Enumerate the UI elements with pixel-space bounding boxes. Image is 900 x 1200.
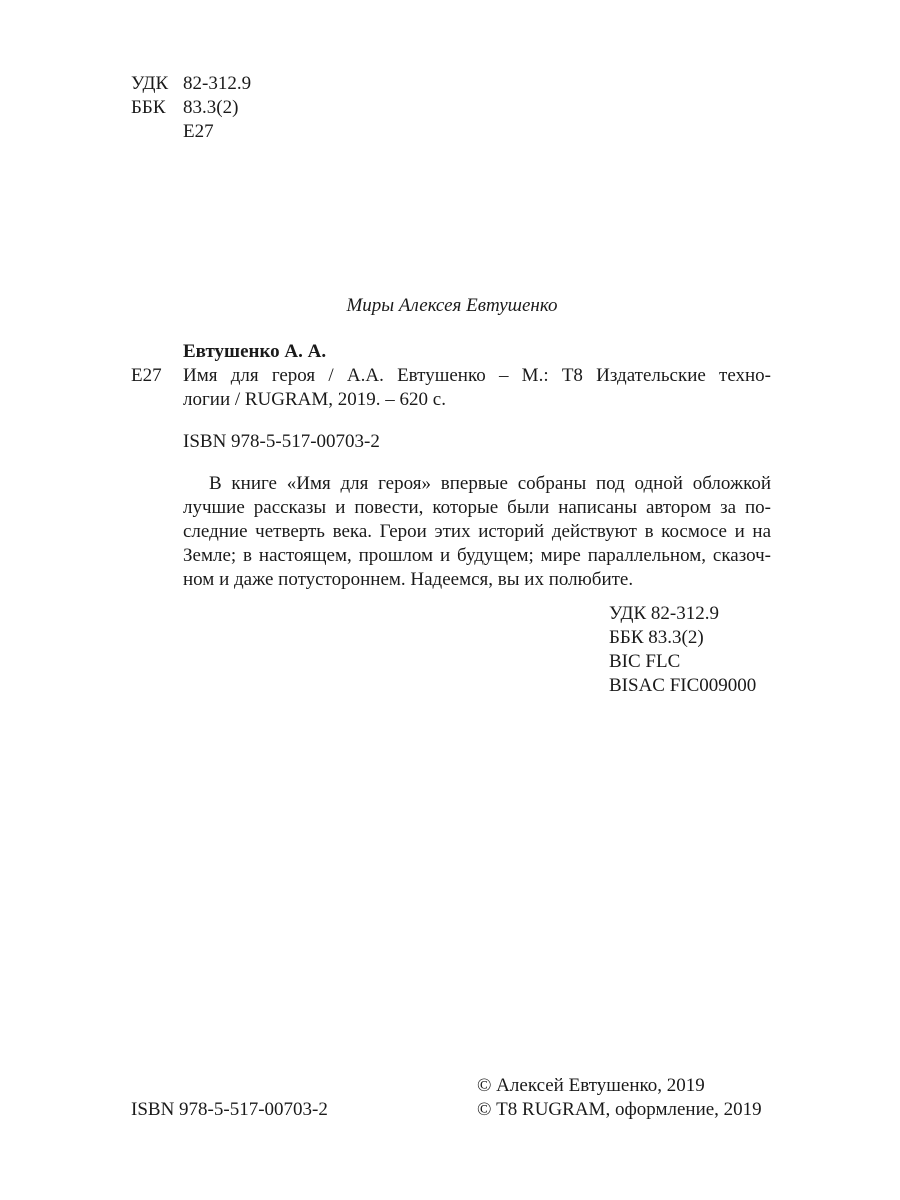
code-udk: УДК 82-312.9 <box>609 603 719 624</box>
annotation <box>183 472 771 592</box>
annotation-line: Земле; в настоящем, прошлом и будущем; мире параллельном, сказоч- <box>183 545 771 566</box>
author-mark-top: Е27 <box>183 121 214 142</box>
udk-label: УДК <box>131 73 169 94</box>
code-bbk: ББК 83.3(2) <box>609 627 704 648</box>
isbn-main: ISBN 978-5-517-00703-2 <box>183 431 380 452</box>
copyright-block <box>477 1074 762 1122</box>
code-bic: BIC FLC <box>609 651 681 672</box>
classification-block <box>131 72 251 144</box>
series-title <box>0 294 900 318</box>
annotation-line: следние четверть века. Герои этих историй действуют в космосе и на <box>183 521 771 542</box>
annotation-line: лучшие рассказы и повести, которые были написаны автором за по- <box>183 497 771 518</box>
codes-block <box>609 602 756 698</box>
author-mark: Е27 <box>131 365 162 386</box>
isbn-footer: ISBN 978-5-517-00703-2 <box>131 1099 328 1120</box>
bbk-label: ББК <box>131 97 166 118</box>
bib-line-1: Имя для героя / А.А. Евтушенко – М.: Т8 Издательские техно- <box>183 365 771 386</box>
author-name: Евтушенко А. А. <box>183 341 327 362</box>
udk-value: 82-312.9 <box>183 73 252 94</box>
copyright-author: © Алексей Евтушенко, 2019 <box>477 1075 705 1096</box>
code-bisac: BISAC FIC009000 <box>609 675 757 696</box>
bibliographic-entry <box>183 340 771 412</box>
bbk-value: 83.3(2) <box>183 97 239 118</box>
copyright-design: © Т8 RUGRAM, оформление, 2019 <box>477 1099 762 1120</box>
udk-row <box>131 72 251 96</box>
bbk-row <box>131 96 251 120</box>
series-text: Миры Алексея Евтушенко <box>346 295 558 316</box>
bib-line-2: логии / RUGRAM, 2019. – 620 с. <box>183 389 446 410</box>
annotation-line: В книге «Имя для героя» впервые собраны под одной обложкой <box>209 473 771 494</box>
annotation-line: ном и даже потустороннем. Надеемся, вы их полюбите. <box>183 569 634 590</box>
